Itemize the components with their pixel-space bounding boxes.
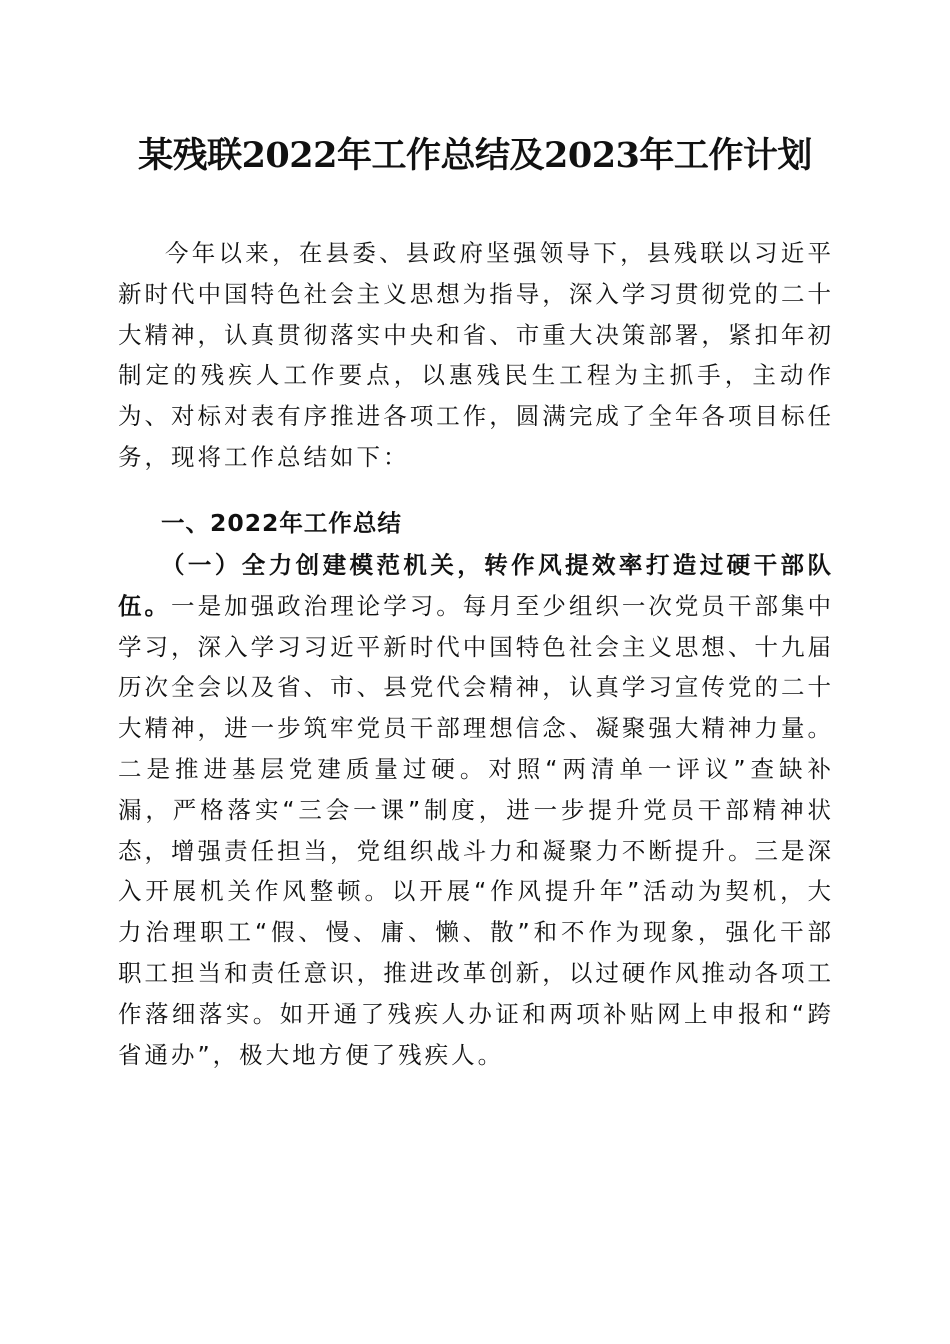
document-title: 某残联2022年工作总结及2023年工作计划 bbox=[138, 135, 812, 176]
section-heading: 一、2022年工作总结 bbox=[161, 509, 402, 537]
intro-paragraph: 今年以来，在县委、县政府坚强领导下，县残联以习近平新时代中国特色社会主义思想为指导，深入学习贯彻党的二十大精神，认真贯彻落实中央和省、市重大决策部署，紧扣年初制定的残疾人工作要点，以惠残民生工程为主抓手，主动作为、对标对表有序推进各项工作，圆满完成了全年各项目标任务，现将工作总结如下： bbox=[118, 239, 834, 471]
subsection-heading: （一）全力创建模范机关，转作风提效率打造过硬干部队伍。 bbox=[118, 551, 834, 620]
subsection-body: 一是加强政治理论学习。每月至少组织一次党员干部集中学习，深入学习习近平新时代中国特色社会主义思想、十九届历次全会以及省、市、县党代会精神，认真学习宣传党的二十大精神，进一步筑牢党员干部理想信念、凝聚强大精神力量。二是推进基层党建质量过硬。对照“两清单一评议”查缺补漏，严格落实“三会一课”制度，进一步提升党员干部精神状态，增强责任担当，党组织战斗力和凝聚力不断提升。三是深入开展机关作风整顿。以开展“作风提升年”活动为契机，大力治理职工“假、慢、庸、懒、散”和不作为现象，强化干部职工担当和责任意识，推进改革创新，以过硬作风推动各项工作落细落实。如开通了残疾人办证和两项补贴网上申报和“跨省通办”，极大地方便了残疾人。 bbox=[118, 591, 835, 1069]
section-paragraph bbox=[118, 545, 834, 1075]
